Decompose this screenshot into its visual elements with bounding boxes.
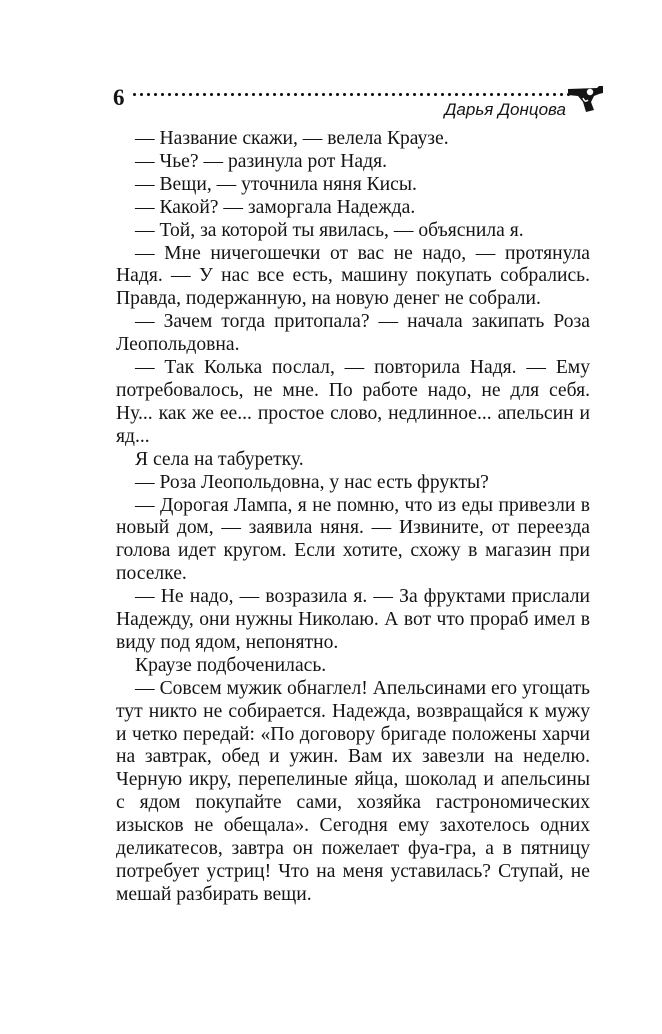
paragraph: — Совсем мужик обнаглел! Апельсинами его угощать тут никто не собирается. Надежда, возвращайся к мужу и четко передай: «По договору бригаде положены харчи на завтрак, обед и ужин. Вам их завезли на неделю. Черную икру, перепелиные яйца, шоколад и апельсины с ядом покупайте сами, хозяйка гастрономических изысков не обещала». Сегодня ему захотелось одних деликатесов, завтра он пожелает фуа-гра, а в пятницу потребует устриц! Что на меня уставилась? Ступай, не мешай разбирать вещи. — [116, 677, 590, 905]
paragraph: — Роза Леопольдовна, у нас есть фрукты? — [135, 471, 489, 493]
paragraph: Я села на табуретку. — [135, 448, 304, 470]
paragraph: — Зачем тогда притопала? — начала закипать Роза Леопольдовна. — [116, 311, 590, 356]
paragraph: — Так Колька послал, — повторила Надя. — Ему потребовалось, не мне. По работе надо, не для себя. Ну... как же ее... простое слово, недлинное... апельсин и яд... — [116, 357, 590, 447]
body-text — [116, 128, 590, 907]
revolver-icon — [566, 80, 606, 114]
page-header — [0, 0, 662, 130]
paragraph: — Той, за которой ты явилась, — объяснила я. — [135, 219, 524, 241]
paragraph: — Название скажи, — велела Краузе. — [135, 128, 449, 149]
paragraph: — Дорогая Лампа, я не помню, что из еды привезли в новый дом, — заявила няня. — Извините, от переезда голова идет кругом. Если хотите, схожу в магазин при поселке. — [116, 494, 590, 585]
dotted-rule — [131, 92, 571, 97]
paragraph: — Мне ничегошечки от вас не надо, — протянула Надя. — У нас все есть, машину покупать собрались. Правда, подержанную, на новую денег не собрали. — [116, 242, 590, 310]
paragraph: — Какой? — заморгала Надежда. — [135, 196, 416, 218]
page-number: 6 — [113, 85, 125, 110]
paragraph: Краузе подбоченилась. — [135, 654, 327, 676]
paragraph: — Вещи, — уточнила няня Кисы. — [135, 173, 417, 195]
paragraph: — Чье? — разинула рот Надя. — [135, 150, 387, 172]
paragraph: — Не надо, — возразила я. — За фруктами прислали Надежду, они нужны Николаю. А вот что прораб имел в виду под ядом, непонятно. — [116, 586, 590, 653]
running-head-author: Дарья Донцова — [444, 100, 566, 119]
